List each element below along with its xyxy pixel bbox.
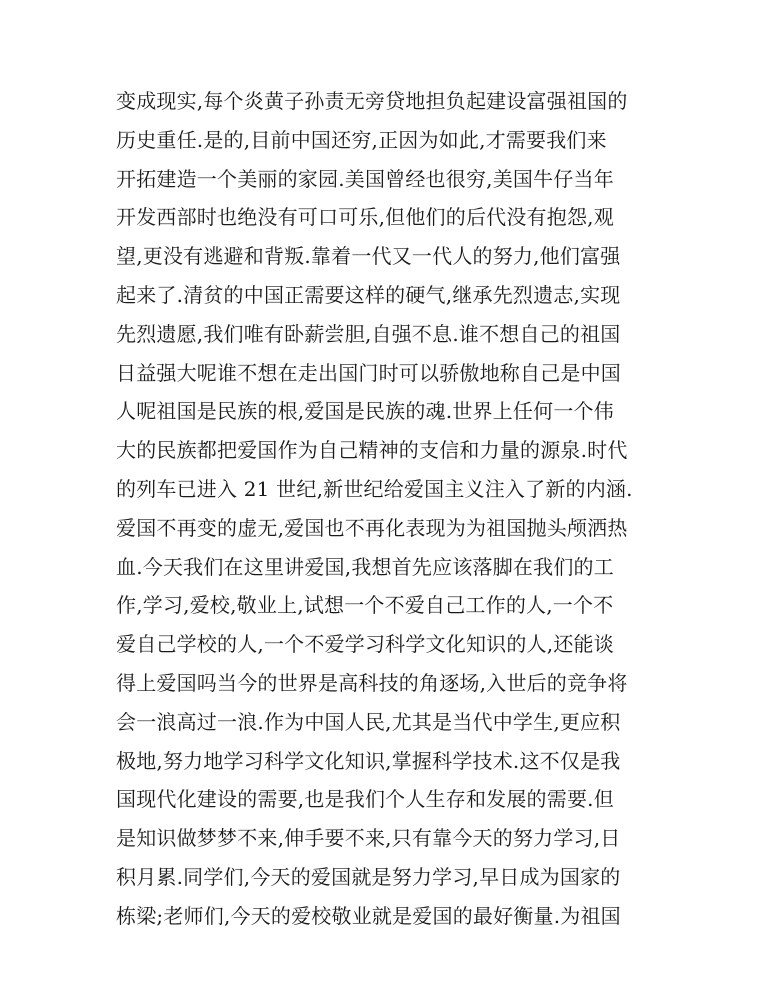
text-line: 血.今天我们在这里讲爱国,我想首先应该落脚在我们的工 <box>116 554 614 579</box>
text-line: 大的民族都把爱国作为自己精神的支信和力量的源泉.时代 <box>116 438 628 463</box>
text-line: 得上爱国吗当今的世界是高科技的角逐场,入世后的竞争将 <box>116 670 628 695</box>
text-line: 积月累.同学们,今天的爱国就是努力学习,早日成为国家的 <box>116 864 621 889</box>
text-line: 历史重任.是的,目前中国还穷,正因为如此,才需要我们来 <box>116 127 607 152</box>
text-line: 望,更没有逃避和背叛.靠着一代又一代人的努力,他们富强 <box>116 244 621 269</box>
body-text <box>116 82 656 936</box>
text-line: 开发西部时也绝没有可口可乐,但他们的后代没有抱怨,观 <box>116 205 614 230</box>
text-line: 开拓建造一个美丽的家园.美国曾经也很穷,美国牛仔当年 <box>116 166 614 191</box>
text-line: 国现代化建设的需要,也是我们个人生存和发展的需要.但 <box>116 787 614 812</box>
text-line: 栋梁;老师们,今天的爱校敬业就是爱国的最好衡量.为祖国 <box>116 903 621 928</box>
text-line: 先烈遗愿,我们唯有卧薪尝胆,自强不息.谁不想自己的祖国 <box>116 321 621 346</box>
text-line: 的列车已进入 21 世纪,新世纪给爱国主义注入了新的内涵. <box>116 476 633 501</box>
text-line: 极地,努力地学习科学文化知识,掌握科学技术.这不仅是我 <box>116 748 621 773</box>
text-line: 日益强大呢谁不想在走出国门时可以骄傲地称自己是中国 <box>116 360 621 385</box>
text-line: 变成现实,每个炎黄子孙责无旁贷地担负起建设富强祖国的 <box>116 89 628 113</box>
text-line: 爱国不再变的虚无,爱国也不再化表现为为祖国抛头颅洒热 <box>116 515 628 540</box>
text-line: 人呢祖国是民族的根,爱国是民族的魂.世界上任何一个伟 <box>116 399 614 424</box>
text-line: 作,学习,爱校,敬业上,试想一个不爱自己工作的人,一个不 <box>116 593 614 618</box>
text-line: 爱自己学校的人,一个不爱学习科学文化知识的人,还能谈 <box>116 632 614 657</box>
text-line: 是知识做梦梦不来,伸手要不来,只有靠今天的努力学习,日 <box>116 826 621 851</box>
text-line: 起来了.清贫的中国正需要这样的硬气,继承先烈遗志,实现 <box>116 282 621 307</box>
text-line: 会一浪高过一浪.作为中国人民,尤其是当代中学生,更应积 <box>116 709 621 734</box>
